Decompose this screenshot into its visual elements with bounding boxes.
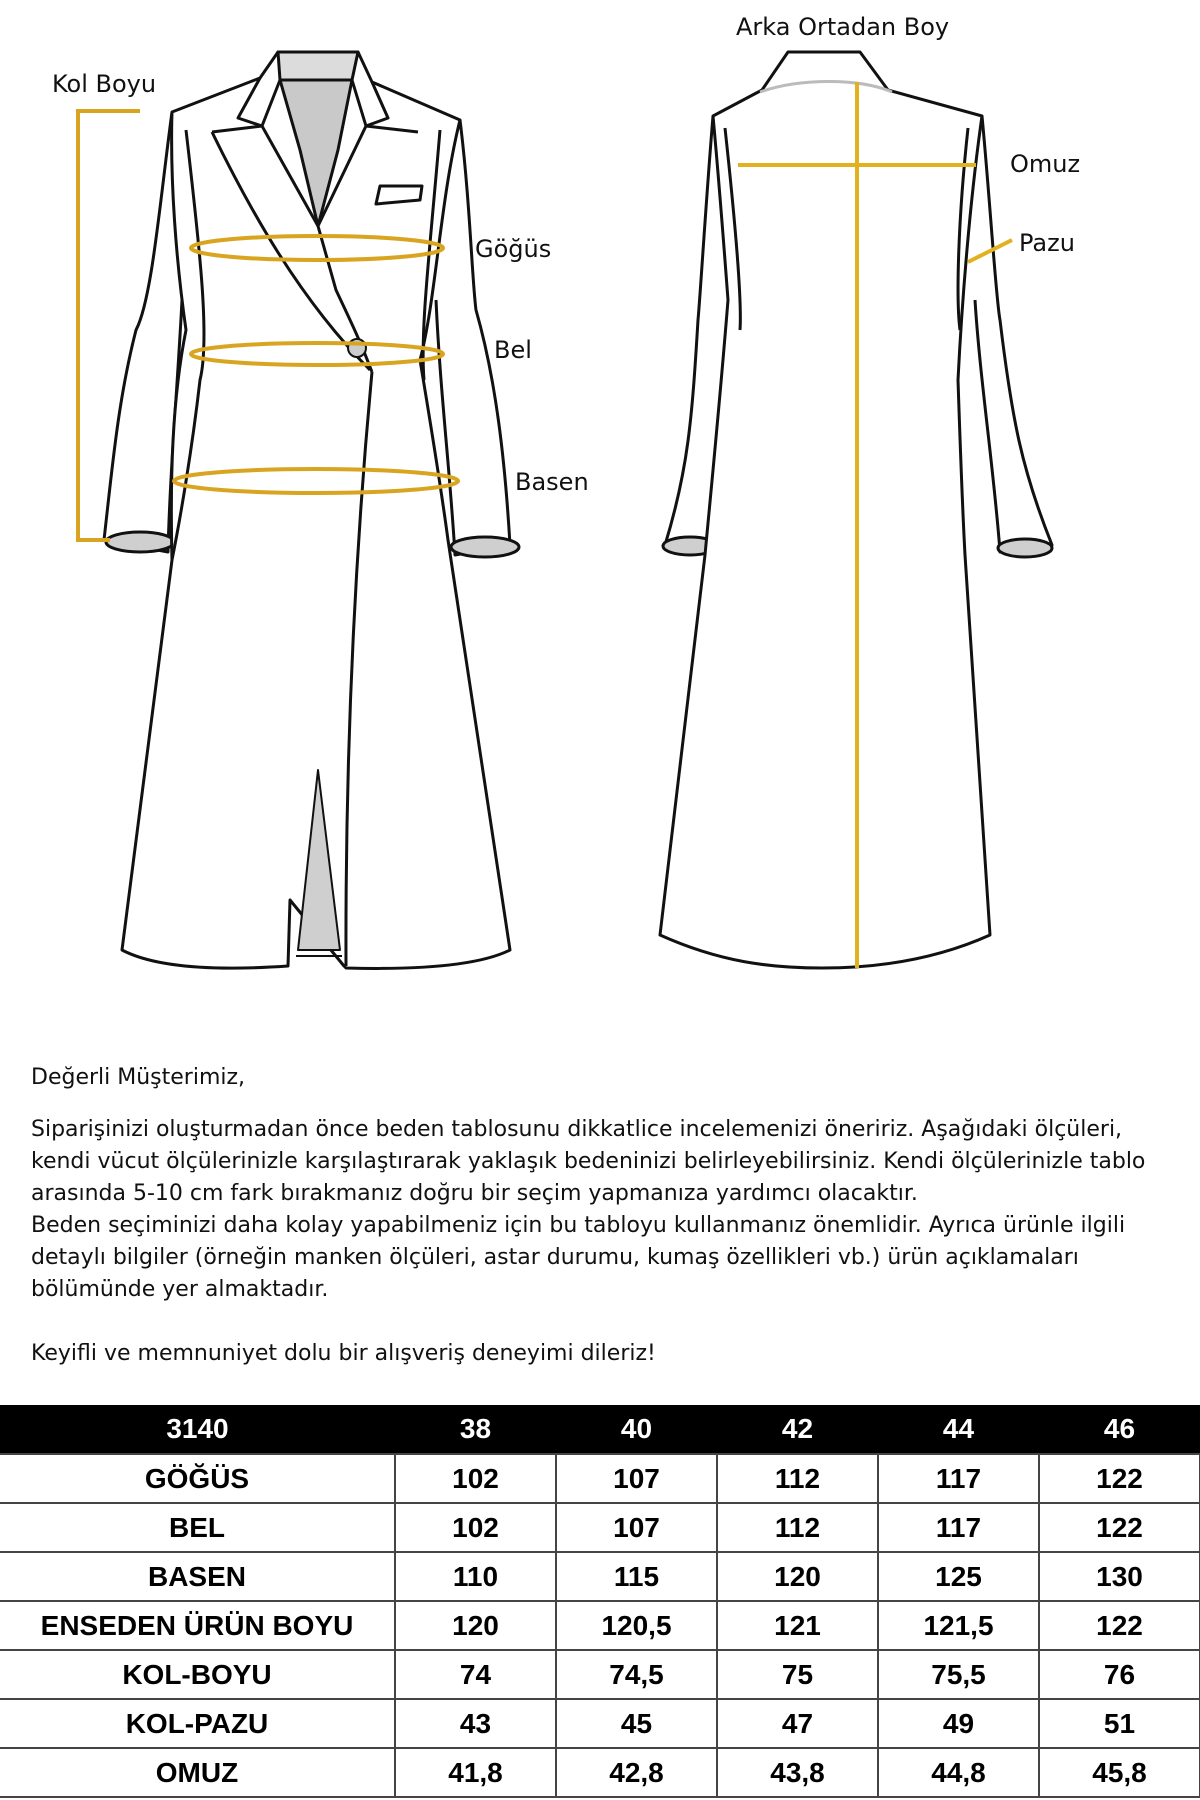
cell-value: 115 [556,1552,717,1601]
row-label: ENSEDEN ÜRÜN BOYU [0,1601,395,1650]
table-row-hip [0,1552,1200,1601]
cell-value: 121 [717,1601,878,1650]
cell-value: 41,8 [395,1748,556,1797]
cell-value: 122 [1039,1454,1200,1503]
notice-paragraph-2: Beden seçiminizi daha kolay yapabilmeniz için bu tabloyu kullanmanız önemlidir. Ayrıca ürünle ilgili detaylı bilgiler (örneğin manken ölçüleri, astar durumu, kumaş özellikleri vb.) ürün açıklamaları bölümünde yer almaktadır. [31,1213,1126,1302]
size-chart-table [0,1405,1200,1798]
label-bicep: Pazu [1019,229,1075,257]
table-row-bicep [0,1699,1200,1748]
header-model-code: 3140 [0,1405,395,1454]
notice-paragraph-1: Siparişinizi oluşturmadan önce beden tablosunu dikkatlice incelemenizi öneririz. Aşağıdaki ölçüleri, kendi vücut ölçülerinizle karşılaştırarak yaklaşık bedeninizi belirleyebilirsiniz. Kendi ölçülerinizle tablo arasında 5-10 cm fark bırakmanız doğru bir seçim yapmanıza yardımcı olacaktır. [31,1117,1146,1206]
label-hip: Basen [515,468,589,496]
cell-value: 112 [717,1454,878,1503]
cell-value: 75 [717,1650,878,1699]
table-row-waist [0,1503,1200,1552]
row-label: KOL-PAZU [0,1699,395,1748]
label-chest: Göğüs [475,235,552,263]
table-row-shoulder [0,1748,1200,1797]
header-size-40: 40 [556,1405,717,1454]
row-label: BASEN [0,1552,395,1601]
notice-closing: Keyifli ve memnuniyet dolu bir alışveriş deneyimi dileriz! [31,1341,656,1366]
cell-value: 120,5 [556,1601,717,1650]
cell-value: 45 [556,1699,717,1748]
cell-value: 112 [717,1503,878,1552]
cell-value: 117 [878,1503,1039,1552]
cell-value: 110 [395,1552,556,1601]
table-header-row [0,1405,1200,1454]
row-label: BEL [0,1503,395,1552]
cell-value: 74,5 [556,1650,717,1699]
cell-value: 76 [1039,1650,1200,1699]
cell-value: 117 [878,1454,1039,1503]
header-size-38: 38 [395,1405,556,1454]
cell-value: 74 [395,1650,556,1699]
cell-value: 51 [1039,1699,1200,1748]
cell-value: 43 [395,1699,556,1748]
table-row-sleeve-length [0,1650,1200,1699]
table-row-length [0,1601,1200,1650]
label-sleeve-length: Kol Boyu [52,70,157,98]
cell-value: 43,8 [717,1748,878,1797]
label-back-center-length: Arka Ortadan Boy [736,13,950,41]
row-label: OMUZ [0,1748,395,1797]
cell-value: 42,8 [556,1748,717,1797]
cell-value: 45,8 [1039,1748,1200,1797]
row-label: GÖĞÜS [0,1454,395,1503]
front-coat-drawing [104,52,519,968]
cell-value: 47 [717,1699,878,1748]
cell-value: 102 [395,1503,556,1552]
cell-value: 130 [1039,1552,1200,1601]
header-size-46: 46 [1039,1405,1200,1454]
cell-value: 120 [395,1601,556,1650]
cell-value: 122 [1039,1601,1200,1650]
cell-value: 107 [556,1503,717,1552]
cell-value: 125 [878,1552,1039,1601]
header-size-42: 42 [717,1405,878,1454]
cell-value: 107 [556,1454,717,1503]
cell-value: 44,8 [878,1748,1039,1797]
label-waist: Bel [494,336,532,364]
header-size-44: 44 [878,1405,1039,1454]
label-shoulder: Omuz [1010,150,1081,178]
notice-greeting: Değerli Müşterimiz, [31,1065,246,1090]
cell-value: 121,5 [878,1601,1039,1650]
row-label: KOL-BOYU [0,1650,395,1699]
cell-value: 122 [1039,1503,1200,1552]
cell-value: 120 [717,1552,878,1601]
customer-notice [31,1062,1181,1370]
table-row-chest [0,1454,1200,1503]
cell-value: 102 [395,1454,556,1503]
cell-value: 49 [878,1699,1039,1748]
cell-value: 75,5 [878,1650,1039,1699]
